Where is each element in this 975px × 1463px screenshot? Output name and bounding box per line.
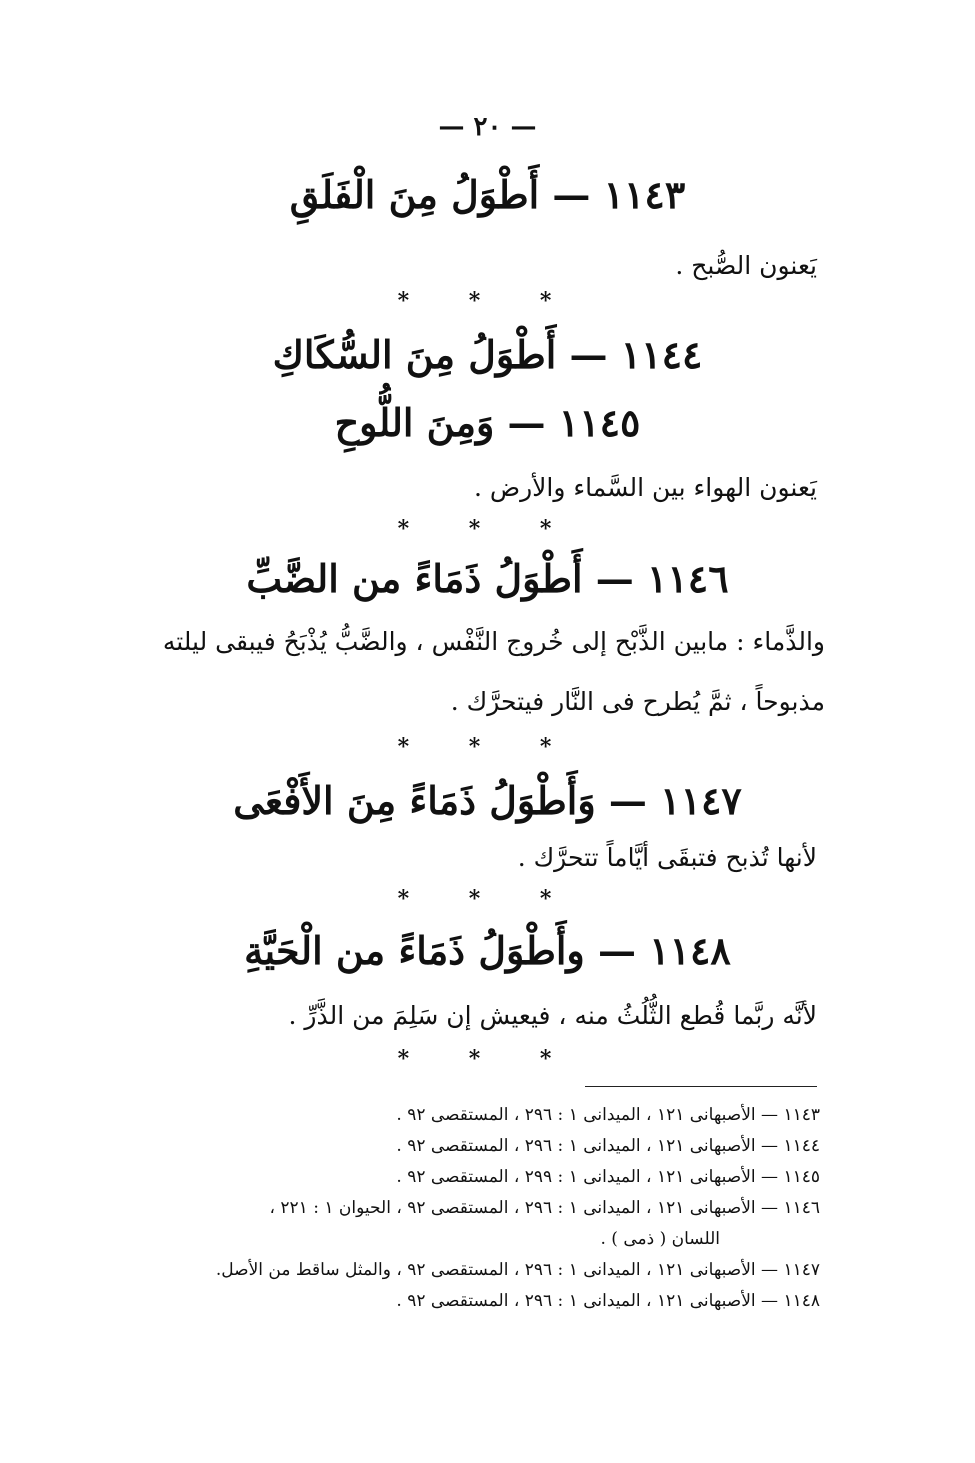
proverb-explanation-1145: يَعنون الهواء بين السَّماء والأرض . <box>473 473 817 502</box>
proverb-heading-1145: ١١٤٥ — وَمِنَ اللُّوحِ <box>334 400 641 445</box>
proverb-explanation-1143: يَعنون الصُّبح . <box>675 251 817 280</box>
proverb-explanation-1148: لأنَّه ربَّما قُطع الثُّلُثُ منه ، فيعيش إن سَلِمَ من الذَّرِّ . <box>288 1001 817 1030</box>
proverb-heading-1143: ١١٤٣ — أَطْوَلُ مِنَ الْفَلَقِ <box>289 172 686 217</box>
proverb-explanation-1146-line1: والذَّماء : مابين الذَّبْح إلى خُروج النَّفْس ، والضَّبُّ يُذْبَحُ فيبقى ليلته <box>162 627 825 656</box>
footnote-1145: ١١٤٥ — الأصبهانى ١٢١ ، الميدانى ١ : ٢٩٩ ، المستقصى ٩٢ . <box>396 1167 820 1187</box>
proverb-heading-1146: ١١٤٦ — أَطْوَلُ ذَمَاءً من الضَّبِّ <box>246 556 729 601</box>
footnote-divider <box>585 1086 817 1087</box>
footnote-1144: ١١٤٤ — الأصبهانى ١٢١ ، الميدانى ١ : ٢٩٦ ، المستقصى ٩٢ . <box>396 1136 820 1156</box>
section-separator: * * * <box>397 516 578 542</box>
footnotes <box>138 1100 820 1317</box>
footnote-1147: ١١٤٧ — الأصبهانى ١٢١ ، الميدانى ١ : ٢٩٦ ، المستقصى ٩٢ ، والمثل ساقط من الأصل. <box>215 1260 820 1280</box>
section-separator: * * * <box>397 288 578 314</box>
section-separator: * * * <box>397 886 578 912</box>
page-number: — ٢٠ — <box>438 112 537 142</box>
footnote-1148: ١١٤٨ — الأصبهانى ١٢١ ، الميدانى ١ : ٢٩٦ ، المستقصى ٩٢ . <box>396 1291 820 1311</box>
proverb-heading-1147: ١١٤٧ — وَأَطْوَلُ ذَمَاءً مِنَ الأَفْعَى <box>233 778 742 823</box>
footnote-1143: ١١٤٣ — الأصبهانى ١٢١ ، الميدانى ١ : ٢٩٦ ، المستقصى ٩٢ . <box>396 1105 820 1125</box>
proverb-explanation-1146-line2: مذبوحاً ، ثمَّ يُطرح فى النَّار فيتحرَّك . <box>450 687 825 716</box>
proverb-explanation-1147: لأنها تُذبح فتبقَى أيَّاماً تتحرَّك . <box>517 843 817 872</box>
proverb-heading-1144: ١١٤٤ — أَطْوَلُ مِنَ السُّكَاكِ <box>272 332 703 377</box>
footnote-1146-continuation: اللسان ( ذمى ) . <box>600 1229 720 1249</box>
footnote-1146: ١١٤٦ — الأصبهانى ١٢١ ، الميدانى ١ : ٢٩٦ ، المستقصى ٩٢ ، الحيوان ١ : ٢٢١ ، <box>269 1198 820 1218</box>
section-separator: * * * <box>397 734 578 760</box>
section-separator: * * * <box>397 1046 578 1072</box>
proverb-heading-1148: ١١٤٨ — وأَطْوَلُ ذَمَاءً من الْحَيَّةِ <box>244 928 731 973</box>
